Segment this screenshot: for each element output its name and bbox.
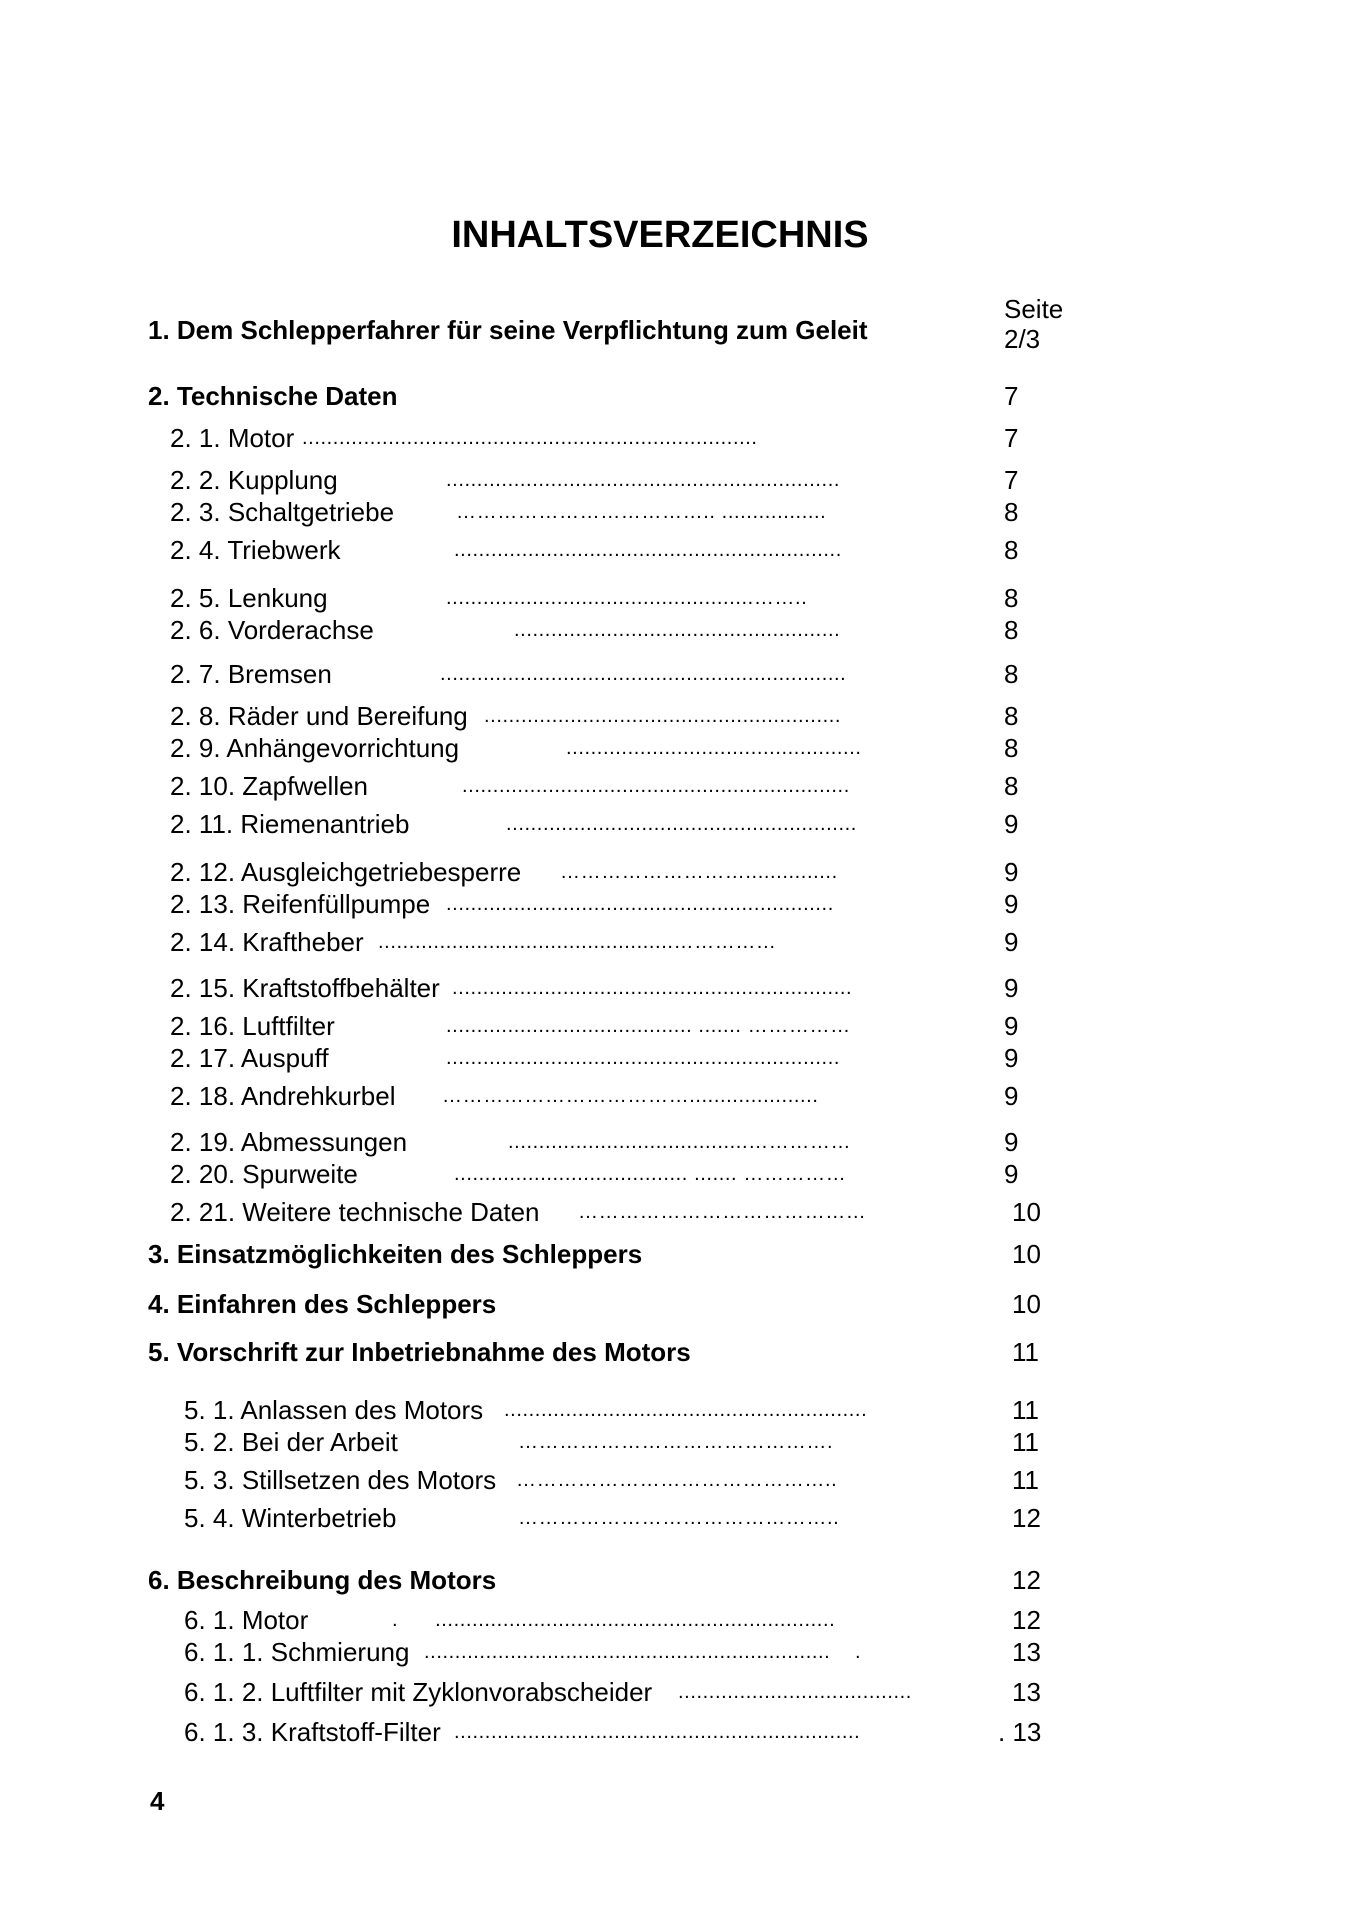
toc-label: 2. 11. Riemenantrieb xyxy=(170,809,410,839)
toc-page: 7 xyxy=(1004,381,1019,411)
toc-entry-2-14 xyxy=(0,926,1368,958)
toc-entry-2-17 xyxy=(0,1042,1368,1074)
toc-entry-2-20 xyxy=(0,1158,1368,1190)
toc-label: 5. Vorschrift zur Inbetriebnahme des Motors xyxy=(148,1337,691,1367)
toc-leader: . ................................................................. xyxy=(392,1609,836,1631)
toc-entry-2-9 xyxy=(0,732,1368,764)
toc-page: 7 xyxy=(1004,465,1019,495)
toc-page: 12 xyxy=(1012,1565,1041,1595)
toc-leader: ............................................................... xyxy=(454,539,842,561)
toc-leader: ................................................................ xyxy=(446,469,841,491)
toc-leader: ............................................................... xyxy=(446,893,834,915)
toc-page: 9 xyxy=(1004,889,1019,919)
toc-label: 2. 15. Kraftstoffbehälter xyxy=(170,973,440,1003)
toc-page: 10 xyxy=(1012,1289,1041,1319)
toc-page: 9 xyxy=(1004,1081,1019,1111)
toc-label: 6. 1. 2. Luftfilter mit Zyklonvorabscheider xyxy=(184,1677,653,1707)
toc-leader: ..................................................... xyxy=(514,619,841,641)
toc-leader: ………………………………..................... xyxy=(442,1085,819,1107)
toc-label: 2. 16. Luftfilter xyxy=(170,1011,335,1041)
toc-label: 2. 17. Auspuff xyxy=(170,1043,329,1073)
toc-page: 8 xyxy=(1004,771,1019,801)
toc-label: 2. 19. Abmessungen xyxy=(170,1127,408,1157)
toc-label: 2. 12. Ausgleichgetriebesperre xyxy=(170,857,522,887)
column-header-pages: 2/3 xyxy=(1004,324,1041,354)
toc-leader: ………………………………………. xyxy=(518,1431,834,1453)
toc-leader: .................................................................. xyxy=(454,1721,861,1743)
toc-entry-3 xyxy=(0,1238,1368,1270)
toc-page: 12 xyxy=(1012,1503,1041,1533)
toc-leader: ......................................................... xyxy=(506,813,857,835)
toc-label: 2. 14. Kraftheber xyxy=(170,927,364,957)
toc-leader: .......................................................................... xyxy=(302,427,758,449)
toc-label: 4. Einfahren des Schleppers xyxy=(148,1289,497,1319)
toc-entry-6-1-3 xyxy=(0,1716,1368,1748)
toc-leader: .................................................................. . xyxy=(424,1641,862,1663)
toc-entry-2-19 xyxy=(0,1126,1368,1158)
toc-leader: ................................................................. xyxy=(452,977,853,999)
toc-page: 11 xyxy=(1012,1427,1039,1457)
toc-label: 6. 1. 3. Kraftstoff-Filter xyxy=(184,1717,441,1747)
toc-page: 8 xyxy=(1004,535,1019,565)
toc-entry-2 xyxy=(0,380,1368,412)
toc-label: 2. 9. Anhängevorrichtung xyxy=(170,733,460,763)
page-number: 4 xyxy=(150,1786,165,1816)
toc-leader: …………………………………… xyxy=(578,1201,867,1223)
toc-entry-4 xyxy=(0,1288,1368,1320)
toc-entry-2-6 xyxy=(0,614,1368,646)
toc-page: 9 xyxy=(1004,1011,1019,1041)
toc-label: 2. 13. Reifenfüllpumpe xyxy=(170,889,431,919)
toc-page: 9 xyxy=(1004,927,1019,957)
toc-leader: ................................................................ xyxy=(446,1047,841,1069)
toc-entry-2-10 xyxy=(0,770,1368,802)
toc-label: 2. 3. Schaltgetriebe xyxy=(170,497,395,527)
toc-entry-2-1 xyxy=(0,422,1368,454)
toc-entry-5-2 xyxy=(0,1426,1368,1458)
toc-label: 2. 4. Triebwerk xyxy=(170,535,341,565)
toc-entry-6 xyxy=(0,1564,1368,1596)
toc-label: 6. Beschreibung des Motors xyxy=(148,1565,497,1595)
toc-leader: ................................................…………… xyxy=(378,931,777,953)
toc-entry-2-3 xyxy=(0,496,1368,528)
page-title: INHALTSVERZEICHNIS xyxy=(451,214,869,256)
toc-label: 5. 3. Stillsetzen des Motors xyxy=(184,1465,497,1495)
toc-entry-2-12 xyxy=(0,856,1368,888)
toc-leader: ........................................................... xyxy=(504,1399,868,1421)
toc-entry-5 xyxy=(0,1336,1368,1368)
toc-label: 5. 4. Winterbetrieb xyxy=(184,1503,397,1533)
toc-entry-2-15 xyxy=(0,972,1368,1004)
toc-label: 6. 1. 1. Schmierung xyxy=(184,1637,410,1667)
toc-page: 13 xyxy=(1012,1637,1041,1667)
toc-entry-6-1 xyxy=(0,1604,1368,1636)
toc-page: 9 xyxy=(1004,1159,1019,1189)
toc-entry-5-4 xyxy=(0,1502,1368,1534)
toc-page: 8 xyxy=(1004,497,1019,527)
toc-leader: ……………………………….. ................. xyxy=(456,501,827,523)
toc-entry-2-5 xyxy=(0,582,1368,614)
toc-page: 7 xyxy=(1004,423,1019,453)
toc-label: 2. 10. Zapfwellen xyxy=(170,771,369,801)
toc-label: 3. Einsatzmöglichkeiten des Schleppers xyxy=(148,1239,643,1269)
toc-page: 12 xyxy=(1012,1605,1041,1635)
toc-page: 11 xyxy=(1012,1395,1039,1425)
toc-page: 8 xyxy=(1004,615,1019,645)
toc-page: 13 xyxy=(1012,1677,1041,1707)
toc-page: 9 xyxy=(1004,857,1019,887)
toc-leader: .......................................…………… xyxy=(508,1131,852,1153)
toc-entry-2-16 xyxy=(0,1010,1368,1042)
toc-entry-6-1-1 xyxy=(0,1636,1368,1668)
toc-label: 6. 1. Motor xyxy=(184,1605,309,1635)
toc-label: 1. Dem Schlepperfahrer für seine Verpflichtung zum Geleit xyxy=(148,315,868,345)
toc-entry-2-7 xyxy=(0,658,1368,690)
toc-page: 9 xyxy=(1004,1127,1019,1157)
toc-page: 8 xyxy=(1004,583,1019,613)
toc-page: 11 xyxy=(1012,1337,1039,1367)
toc-leader: ...................................... ....... …………… xyxy=(454,1163,847,1185)
toc-page: 8 xyxy=(1004,701,1019,731)
toc-label: 2. Technische Daten xyxy=(148,381,398,411)
toc-label: 2. 1. Motor xyxy=(170,423,295,453)
toc-page: 10 xyxy=(1012,1197,1041,1227)
toc-leader: ................................................ xyxy=(566,737,862,759)
toc-page: 9 xyxy=(1004,809,1019,839)
toc-page: 10 xyxy=(1012,1239,1041,1269)
toc-entry-1 xyxy=(0,314,1368,346)
toc-leader: ………………………............... xyxy=(560,861,838,883)
toc-leader: .......................................................... xyxy=(484,705,842,727)
toc-page: 8 xyxy=(1004,659,1019,689)
toc-leader: ……………………………………….. xyxy=(516,1469,838,1491)
toc-entry-5-3 xyxy=(0,1464,1368,1496)
toc-entry-2-21 xyxy=(0,1196,1368,1228)
toc-page: . 13 xyxy=(998,1717,1042,1747)
toc-label: 2. 21. Weitere technische Daten xyxy=(170,1197,540,1227)
toc-label: 2. 7. Bremsen xyxy=(170,659,332,689)
toc-label: 2. 20. Spurweite xyxy=(170,1159,358,1189)
toc-page: 9 xyxy=(1004,973,1019,1003)
toc-page: 11 xyxy=(1012,1465,1039,1495)
toc-entry-2-8 xyxy=(0,700,1368,732)
toc-entry-2-11 xyxy=(0,808,1368,840)
toc-leader: ……………………………………….. xyxy=(518,1507,840,1529)
toc-page: 8 xyxy=(1004,733,1019,763)
toc-entry-6-1-2 xyxy=(0,1676,1368,1708)
toc-entry-5-1 xyxy=(0,1394,1368,1426)
toc-label: 2. 2. Kupplung xyxy=(170,465,338,495)
column-header-label: Seite xyxy=(1004,294,1064,324)
toc-entry-2-13 xyxy=(0,888,1368,920)
toc-leader: ...................................... xyxy=(678,1681,912,1703)
toc-leader: ............................................................... xyxy=(462,775,850,797)
toc-page: 9 xyxy=(1004,1043,1019,1073)
toc-entry-2-18 xyxy=(0,1080,1368,1112)
toc-entry-2-2 xyxy=(0,464,1368,496)
toc-leader: ..................................................…….. xyxy=(446,587,808,609)
toc-label: 5. 2. Bei der Arbeit xyxy=(184,1427,398,1457)
toc-leader: ........................................ ....... …………… xyxy=(446,1015,851,1037)
toc-label: 5. 1. Anlassen des Motors xyxy=(184,1395,484,1425)
toc-label: 2. 6. Vorderachse xyxy=(170,615,374,645)
toc-label: 2. 8. Räder und Bereifung xyxy=(170,701,468,731)
toc-label: 2. 5. Lenkung xyxy=(170,583,328,613)
toc-label: 2. 18. Andrehkurbel xyxy=(170,1081,396,1111)
toc-entry-2-4 xyxy=(0,534,1368,566)
toc-leader: .................................................................. xyxy=(440,663,847,685)
